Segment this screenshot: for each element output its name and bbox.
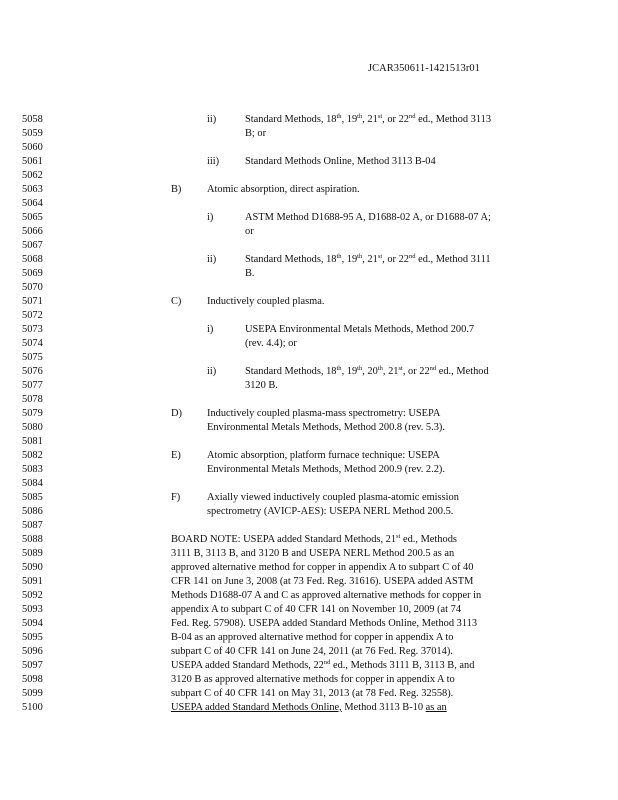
line-number: 5066 bbox=[22, 226, 43, 237]
item-text: Standard Methods, 18th, 19th, 21st, or 22nd ed., Method 3111 bbox=[245, 253, 491, 265]
item-text: Standard Methods, 18th, 19th, 21st, or 22nd ed., Method 3113 bbox=[245, 113, 492, 125]
line-number: 5090 bbox=[22, 562, 43, 573]
line-number: 5083 bbox=[22, 464, 43, 475]
line-number: 5076 bbox=[22, 366, 43, 377]
line-number: 5067 bbox=[22, 240, 43, 251]
line-number: 5073 bbox=[22, 324, 43, 335]
board-note-line: Methods D1688-07 A and C as approved alternative methods for copper in bbox=[171, 590, 482, 601]
line-number: 5071 bbox=[22, 296, 43, 307]
board-note-line: Fed. Reg. 57908). USEPA added Standard Methods Online, Method 3113 bbox=[171, 618, 478, 629]
line-number: 5074 bbox=[22, 338, 43, 349]
line-number: 5093 bbox=[22, 604, 43, 615]
line-number: 5061 bbox=[22, 156, 43, 167]
line-number: 5062 bbox=[22, 170, 43, 181]
line-number: 5080 bbox=[22, 422, 43, 433]
line-number: 5084 bbox=[22, 478, 43, 489]
board-note-line: appendix A to subpart C of 40 CFR 141 on November 10, 2009 (at 74 bbox=[171, 604, 462, 615]
line-number: 5059 bbox=[22, 128, 43, 139]
board-note-line: approved alternative method for copper in appendix A to subpart C of 40 bbox=[171, 562, 474, 573]
item-marker: ii) bbox=[207, 114, 217, 125]
line-number: 5065 bbox=[22, 212, 43, 223]
item-text: Standard Methods, 18th, 19th, 20th, 21st, or 22nd ed., Method bbox=[245, 365, 489, 377]
line-number: 5095 bbox=[22, 632, 43, 643]
item-text: Inductively coupled plasma. bbox=[207, 296, 325, 307]
line-number: 5088 bbox=[22, 534, 43, 545]
item-text: Standard Methods Online, Method 3113 B-04 bbox=[245, 156, 436, 167]
line-number: 5092 bbox=[22, 590, 43, 601]
item-marker: ii) bbox=[207, 254, 217, 265]
board-note-line: subpart C of 40 CFR 141 on May 31, 2013 (at 78 Fed. Reg. 32558). bbox=[171, 688, 454, 699]
item-text: B. bbox=[245, 268, 255, 279]
board-note-line: 3111 B, 3113 B, and 3120 B and USEPA NERL Method 200.5 as an bbox=[171, 548, 455, 559]
item-marker: i) bbox=[207, 212, 214, 223]
board-note-line: subpart C of 40 CFR 141 on June 24, 2011 (at 76 Fed. Reg. 37014). bbox=[171, 646, 453, 657]
line-number: 5075 bbox=[22, 352, 43, 363]
line-number: 5086 bbox=[22, 506, 43, 517]
line-number: 5060 bbox=[22, 142, 43, 153]
line-number: 5072 bbox=[22, 310, 43, 321]
item-text: Inductively coupled plasma-mass spectrometry: USEPA bbox=[207, 408, 441, 419]
board-note-line: CFR 141 on June 3, 2008 (at 73 Fed. Reg. 31616). USEPA added ASTM bbox=[171, 576, 474, 587]
item-text: Environmental Metals Methods, Method 200.9 (rev. 2.2). bbox=[207, 464, 445, 475]
line-number: 5079 bbox=[22, 408, 43, 419]
board-note-line: B-04 as an approved alternative method for copper in appendix A to bbox=[171, 632, 454, 643]
item-marker: B) bbox=[171, 184, 182, 195]
line-number: 5085 bbox=[22, 492, 43, 503]
item-marker: D) bbox=[171, 408, 182, 419]
item-marker: i) bbox=[207, 324, 214, 335]
board-note-line: BOARD NOTE: USEPA added Standard Methods, 21st ed., Methods bbox=[171, 533, 457, 545]
line-number: 5096 bbox=[22, 646, 43, 657]
item-text: (rev. 4.4); or bbox=[245, 338, 297, 349]
line-number: 5063 bbox=[22, 184, 43, 195]
line-number: 5100 bbox=[22, 702, 43, 713]
line-number: 5089 bbox=[22, 548, 43, 559]
line-number: 5082 bbox=[22, 450, 43, 461]
item-text: 3120 B. bbox=[245, 380, 278, 391]
item-text: or bbox=[245, 226, 254, 237]
line-number: 5099 bbox=[22, 688, 43, 699]
item-text: Atomic absorption, direct aspiration. bbox=[207, 184, 360, 195]
item-text: B; or bbox=[245, 128, 267, 139]
item-text: spectrometry (AVICP-AES): USEPA NERL Method 200.5. bbox=[207, 506, 454, 517]
line-number: 5094 bbox=[22, 618, 43, 629]
item-text: USEPA Environmental Metals Methods, Method 200.7 bbox=[245, 324, 475, 335]
item-text: Axially viewed inductively coupled plasma-atomic emission bbox=[207, 492, 459, 503]
line-number: 5058 bbox=[22, 114, 43, 125]
line-number: 5081 bbox=[22, 436, 43, 447]
line-number: 5098 bbox=[22, 674, 43, 685]
line-number: 5091 bbox=[22, 576, 43, 587]
line-number: 5078 bbox=[22, 394, 43, 405]
item-marker: iii) bbox=[207, 156, 220, 167]
board-note-line: USEPA added Standard Methods, 22nd ed., Methods 3111 B, 3113 B, and bbox=[171, 659, 475, 671]
document-id-header: JCAR350611-1421513r01 bbox=[368, 63, 480, 74]
item-text: Environmental Metals Methods, Method 200.8 (rev. 5.3). bbox=[207, 422, 445, 433]
line-number: 5077 bbox=[22, 380, 43, 391]
item-marker: C) bbox=[171, 296, 182, 307]
line-number: 5087 bbox=[22, 520, 43, 531]
line-number: 5070 bbox=[22, 282, 43, 293]
line-number: 5068 bbox=[22, 254, 43, 265]
item-marker: F) bbox=[171, 492, 181, 503]
line-number: 5064 bbox=[22, 198, 43, 209]
item-marker: ii) bbox=[207, 366, 217, 377]
item-marker: E) bbox=[171, 450, 181, 461]
line-number: 5069 bbox=[22, 268, 43, 279]
board-note-line: 3120 B as approved alternative methods for copper in appendix A to bbox=[171, 674, 455, 685]
board-note-line: USEPA added Standard Methods Online, Method 3113 B-10 as an bbox=[171, 702, 447, 713]
line-number: 5097 bbox=[22, 660, 43, 671]
item-text: Atomic absorption, platform furnace technique: USEPA bbox=[207, 450, 440, 461]
item-text: ASTM Method D1688-95 A, D1688-02 A, or D1688-07 A; bbox=[245, 212, 491, 223]
